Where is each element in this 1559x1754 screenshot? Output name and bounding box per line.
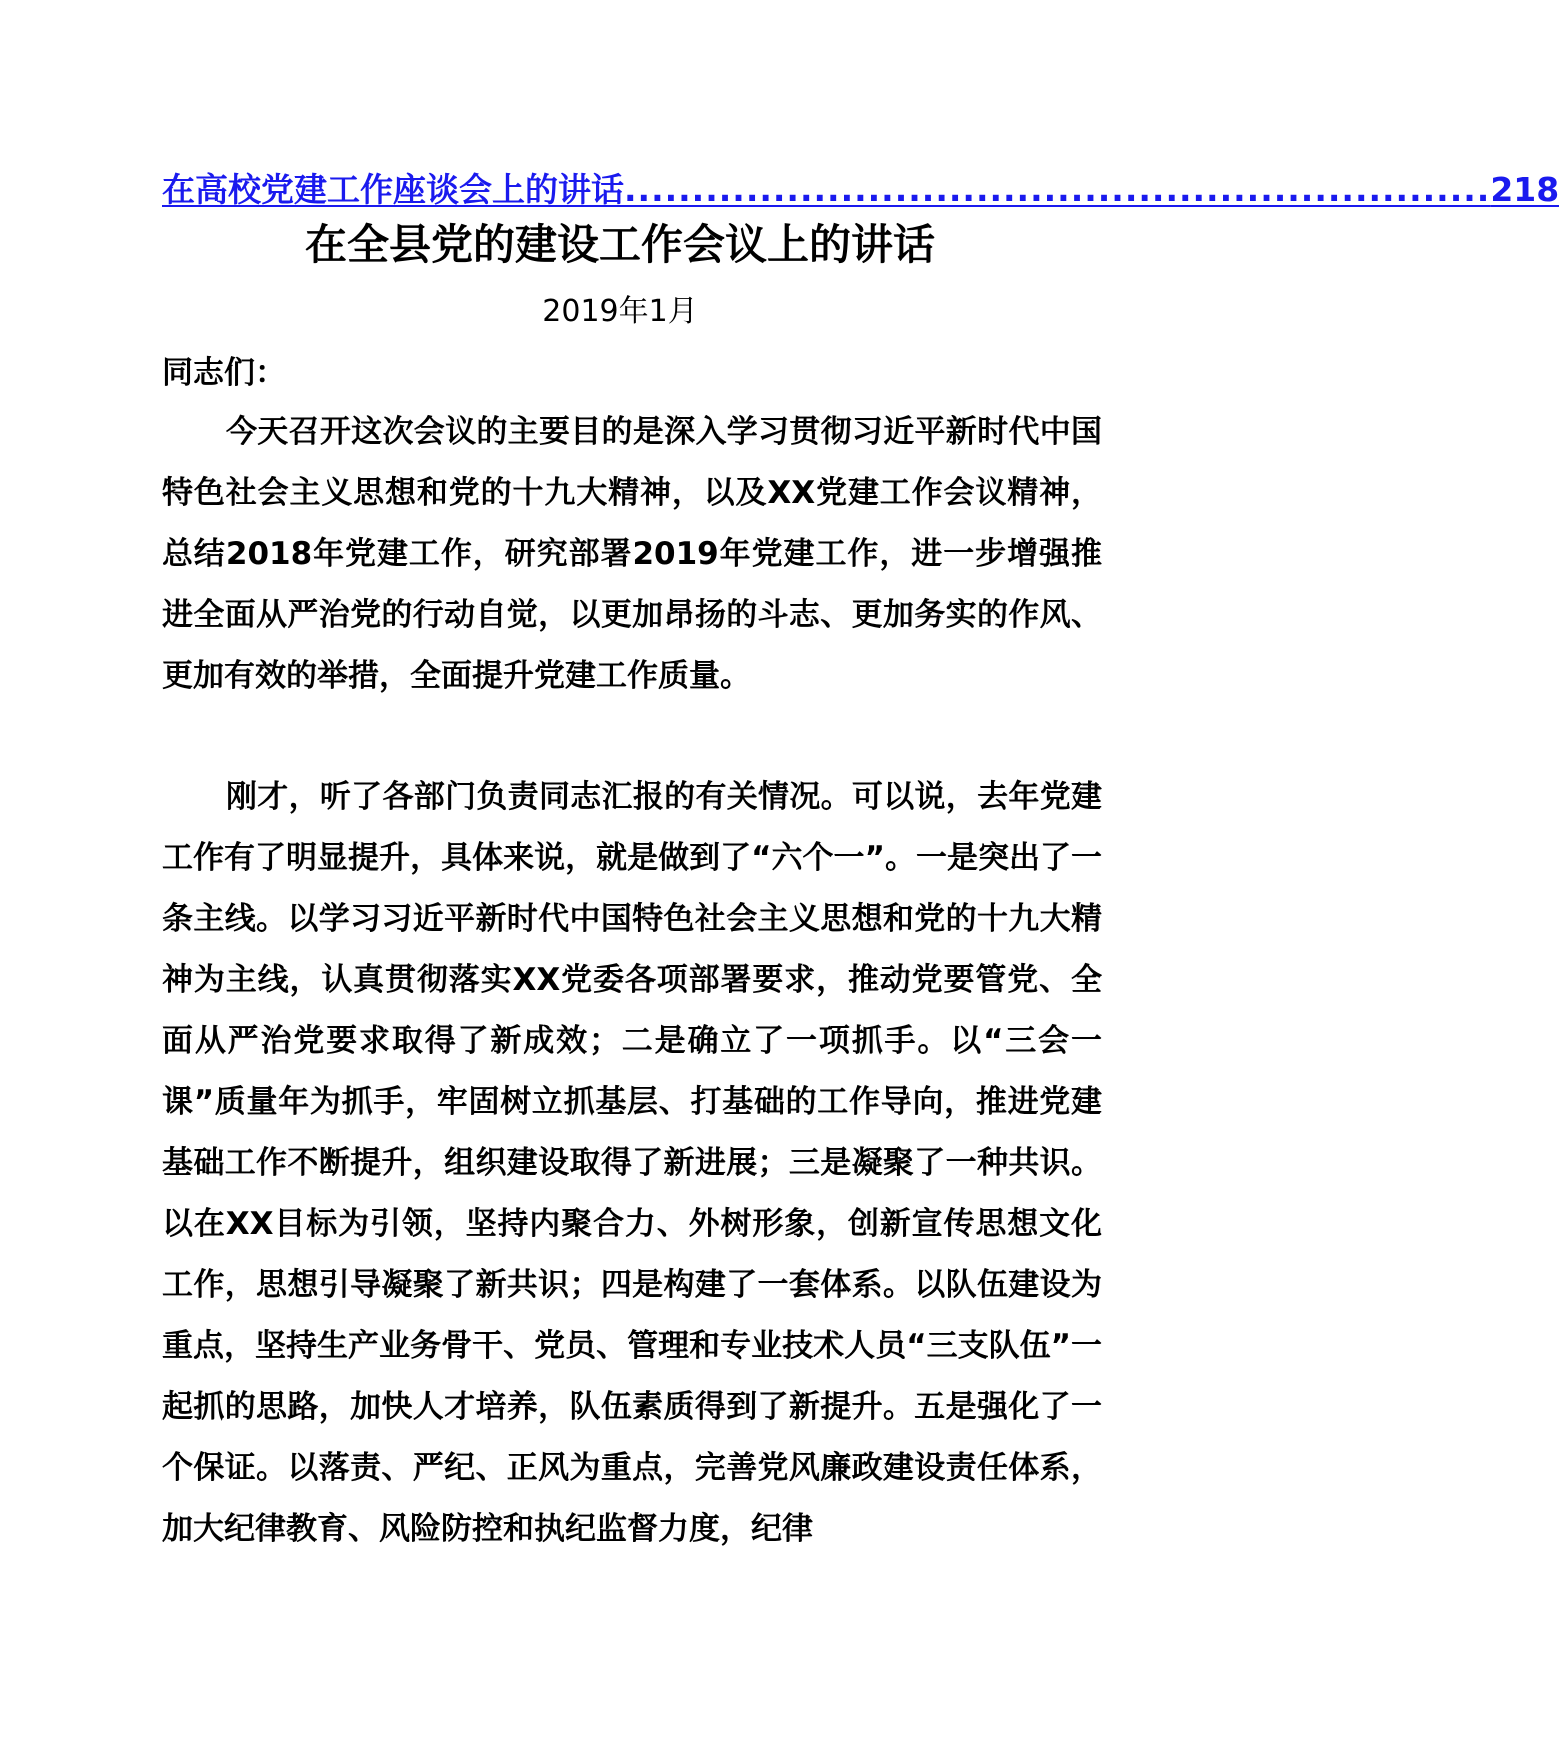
toc-entry-title: 在高校党建工作座谈会上的讲话 [162,170,624,209]
body-paragraph-2: 刚才，听了各部门负责同志汇报的有关情况。可以说，去年党建工作有了明显提升，具体来说，就是做到了“六个一”。一是突出了一条主线。以学习习近平新时代中国特色社会主义思想和党的十九大精神为主线，认真贯彻落实XX党委各项部署要求，推动党要管党、全面从严治党要求取得了新成效；二是确立了一项抓手。以“三会一课”质量年为抓手，牢固树立抓基层、打基础的工作导向，推进党建基础工作不断提升，组织建设取得了新进展；三是凝聚了一种共识。以在XX目标为引领，坚持内聚合力、外树形象，创新宣传思想文化工作，思想引导凝聚了新共识；四是构建了一套体系。以队伍建设为重点，坚持生产业务骨干、党员、管理和专业技术人员“三支队伍”一起抓的思路，加快人才培养，队伍素质得到了新提升。五是强化了一个保证。以落责、严纪、正风为重点，完善党风廉政建设责任体系，加大纪律教育、风险防控和执纪监督力度，纪律 [162,779,1102,1547]
toc-entry-link[interactable] [162,166,1559,214]
salutation: 同志们： [162,355,286,391]
document-date: 2019年1月 [542,294,698,329]
toc-entry-page-number: 218 [1490,170,1559,209]
toc-entry-leader: ................................................................ [624,170,1491,209]
document-title: 在全县党的建设工作会议上的讲话 [304,220,935,269]
body-paragraph-1: 今天召开这次会议的主要目的是深入学习贯彻习近平新时代中国特色社会主义思想和党的十九大精神，以及XX党建工作会议精神，总结2018年党建工作，研究部署2019年党建工作，进一步增强推进全面从严治党的行动自觉，以更加昂扬的斗志、更加务实的作风、更加有效的举措，全面提升党建工作质量。 [162,414,1102,694]
